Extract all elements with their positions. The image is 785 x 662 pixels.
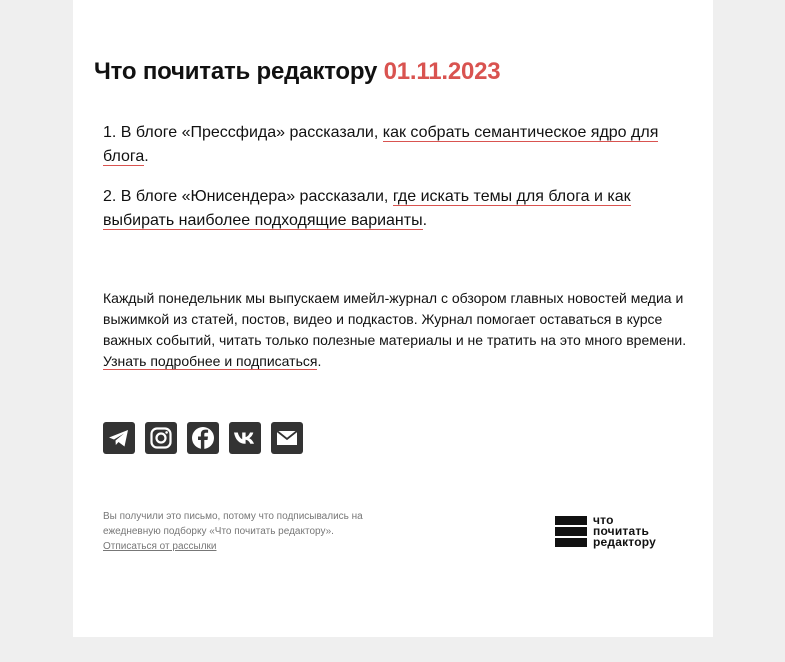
footer-text: Вы получили это письмо, потому что подписывались на ежедневную подборку «Что почитать редактору». <box>103 511 363 537</box>
social-links <box>103 422 303 454</box>
logo-line: что <box>593 512 614 527</box>
article-intro: 1. В блоге «Прессфида» рассказали, <box>103 124 383 141</box>
vk-icon[interactable] <box>229 422 261 454</box>
about-paragraph <box>103 288 688 372</box>
footer-note <box>103 509 393 554</box>
subscribe-link[interactable]: Узнать подробнее и подписаться <box>103 353 318 369</box>
article-suffix: . <box>144 148 149 165</box>
article-intro: 2. В блоге «Юнисендера» рассказали, <box>103 188 393 205</box>
email-card <box>73 0 713 637</box>
logo-line: почитать <box>593 523 650 538</box>
brand-logo <box>555 513 685 549</box>
about-suffix: . <box>317 353 322 369</box>
list-item <box>103 121 683 169</box>
about-text: Каждый понедельник мы выпускаем имейл-журнал с обзором главных новостей медиа и выжимкой из статей, постов, видео и подкастов. Журнал помогает оставаться в курсе важных событий, читать только полезные материалы и не тратить на это много времени. <box>103 290 687 348</box>
facebook-icon[interactable] <box>187 422 219 454</box>
article-list <box>103 121 683 249</box>
logo-mark <box>555 516 587 547</box>
instagram-icon[interactable] <box>145 422 177 454</box>
article-link[interactable]: где искать темы для блога и как выбирать наиболее подходящие варианты <box>103 188 631 229</box>
article-link[interactable]: как собрать семантическое ядро для блога <box>103 124 659 165</box>
unsubscribe-link[interactable]: Отписаться от рассылки <box>103 541 217 552</box>
issue-date: 01.11.2023 <box>383 58 501 85</box>
page-title <box>94 58 500 86</box>
title-text: Что почитать редактору <box>94 58 378 85</box>
logo-line: редактору <box>593 534 656 549</box>
list-item <box>103 185 683 233</box>
telegram-icon[interactable] <box>103 422 135 454</box>
logo-wordmark <box>593 512 656 549</box>
email-icon[interactable] <box>271 422 303 454</box>
article-suffix: . <box>422 212 428 229</box>
